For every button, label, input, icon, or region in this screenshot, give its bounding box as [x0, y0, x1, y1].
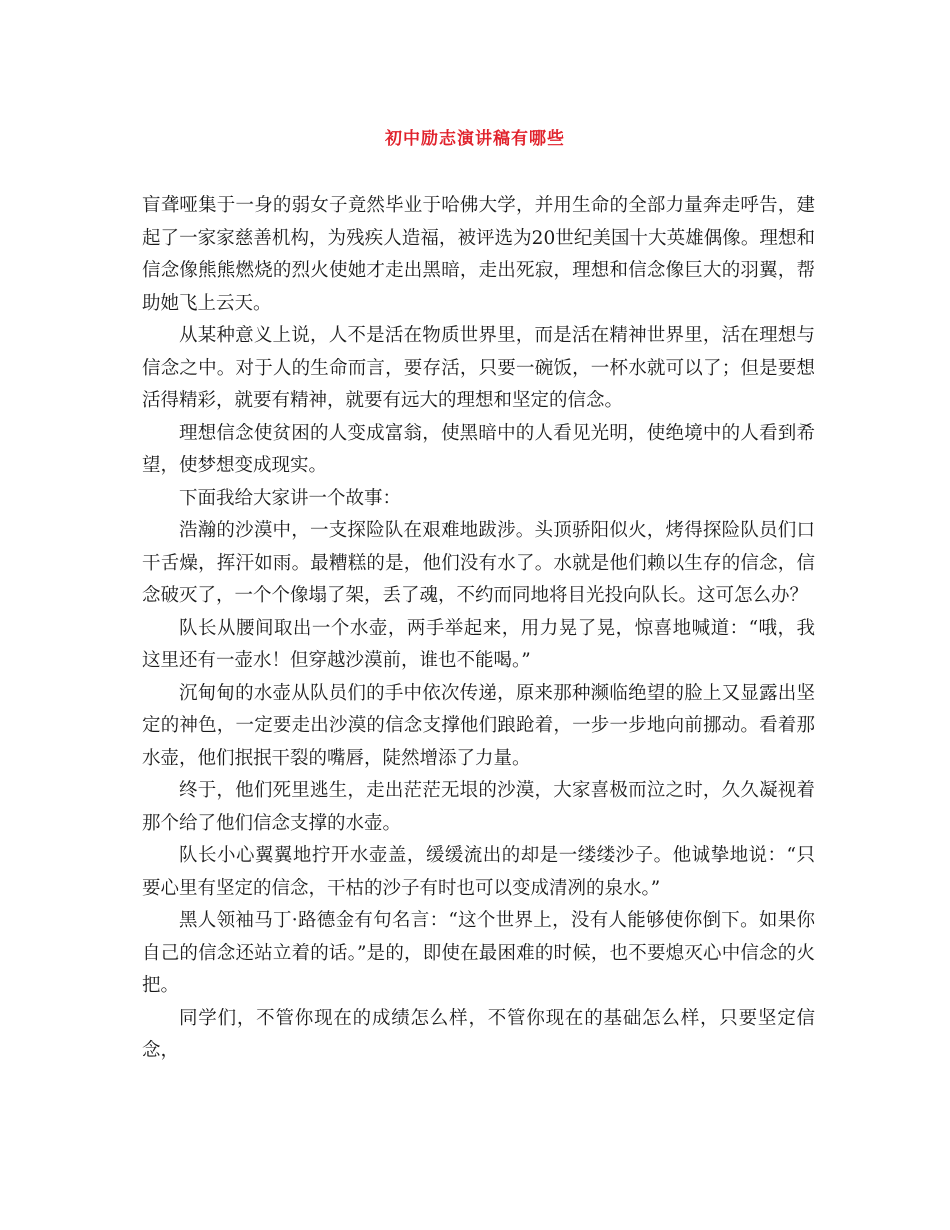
- paragraph: 队长小心翼翼地拧开水壶盖，缓缓流出的却是一缕缕沙子。他诚挚地说：“只要心里有坚定的信念，干枯的沙子有时也可以变成清冽的泉水。”: [142, 845, 815, 899]
- paragraph: 盲聋哑集于一身的弱女子竟然毕业于哈佛大学，并用生命的全部力量奔走呼告，建起了一家家慈善机构，为残疾人造福，被评选为20世纪美国十大英雄偶像。理想和信念像熊熊燃烧的烈火使她才走出黑暗，走出死寂，理想和信念像巨大的羽翼，帮助她飞上云天。: [142, 195, 815, 314]
- paragraph: 下面我给大家讲一个故事：: [179, 487, 402, 509]
- paragraph: 终于，他们死里逃生，走出茫茫无垠的沙漠，大家喜极而泣之时，久久凝视着那个给了他们信念支撑的水壶。: [142, 780, 815, 834]
- paragraph: 队长从腰间取出一个水壶，两手举起来，用力晃了晃，惊喜地喊道：“哦，我这里还有一壶水！但穿越沙漠前，谁也不能喝。”: [142, 617, 815, 671]
- paragraph: 从某种意义上说，人不是活在物质世界里，而是活在精神世界里，活在理想与信念之中。对于人的生命而言，要存活，只要一碗饭，一杯水就可以了；但是要想活得精彩，就要有精神，就要有远大的理想和坚定的信念。: [142, 325, 815, 411]
- paragraph: 理想信念使贫困的人变成富翁，使黑暗中的人看见光明，使绝境中的人看到希望，使梦想变成现实。: [142, 422, 815, 476]
- page-title: 初中励志演讲稿有哪些: [385, 129, 565, 149]
- paragraph: 同学们，不管你现在的成绩怎么样，不管你现在的基础怎么样，只要坚定信念，: [142, 1007, 815, 1061]
- document-body: [142, 190, 815, 1068]
- paragraph: 浩瀚的沙漠中，一支探险队在艰难地跋涉。头顶骄阳似火，烤得探险队员们口干舌燥，挥汗如雨。最糟糕的是，他们没有水了。水就是他们赖以生存的信念，信念破灭了，一个个像塌了架，丢了魂，不约而同地将目光投向队长。这可怎么办？: [142, 520, 815, 606]
- paragraph: 黑人领袖马丁·路德金有句名言：“这个世界上，没有人能够使你倒下。如果你自己的信念还站立着的话。”是的，即使在最困难的时候，也不要熄灭心中信念的火把。: [142, 910, 815, 996]
- paragraph: 沉甸甸的水壶从队员们的手中依次传递，原来那种濒临绝望的脸上又显露出坚定的神色，一定要走出沙漠的信念支撑他们踉跄着，一步一步地向前挪动。看着那水壶，他们抿抿干裂的嘴唇，陡然增添了力量。: [142, 682, 815, 769]
